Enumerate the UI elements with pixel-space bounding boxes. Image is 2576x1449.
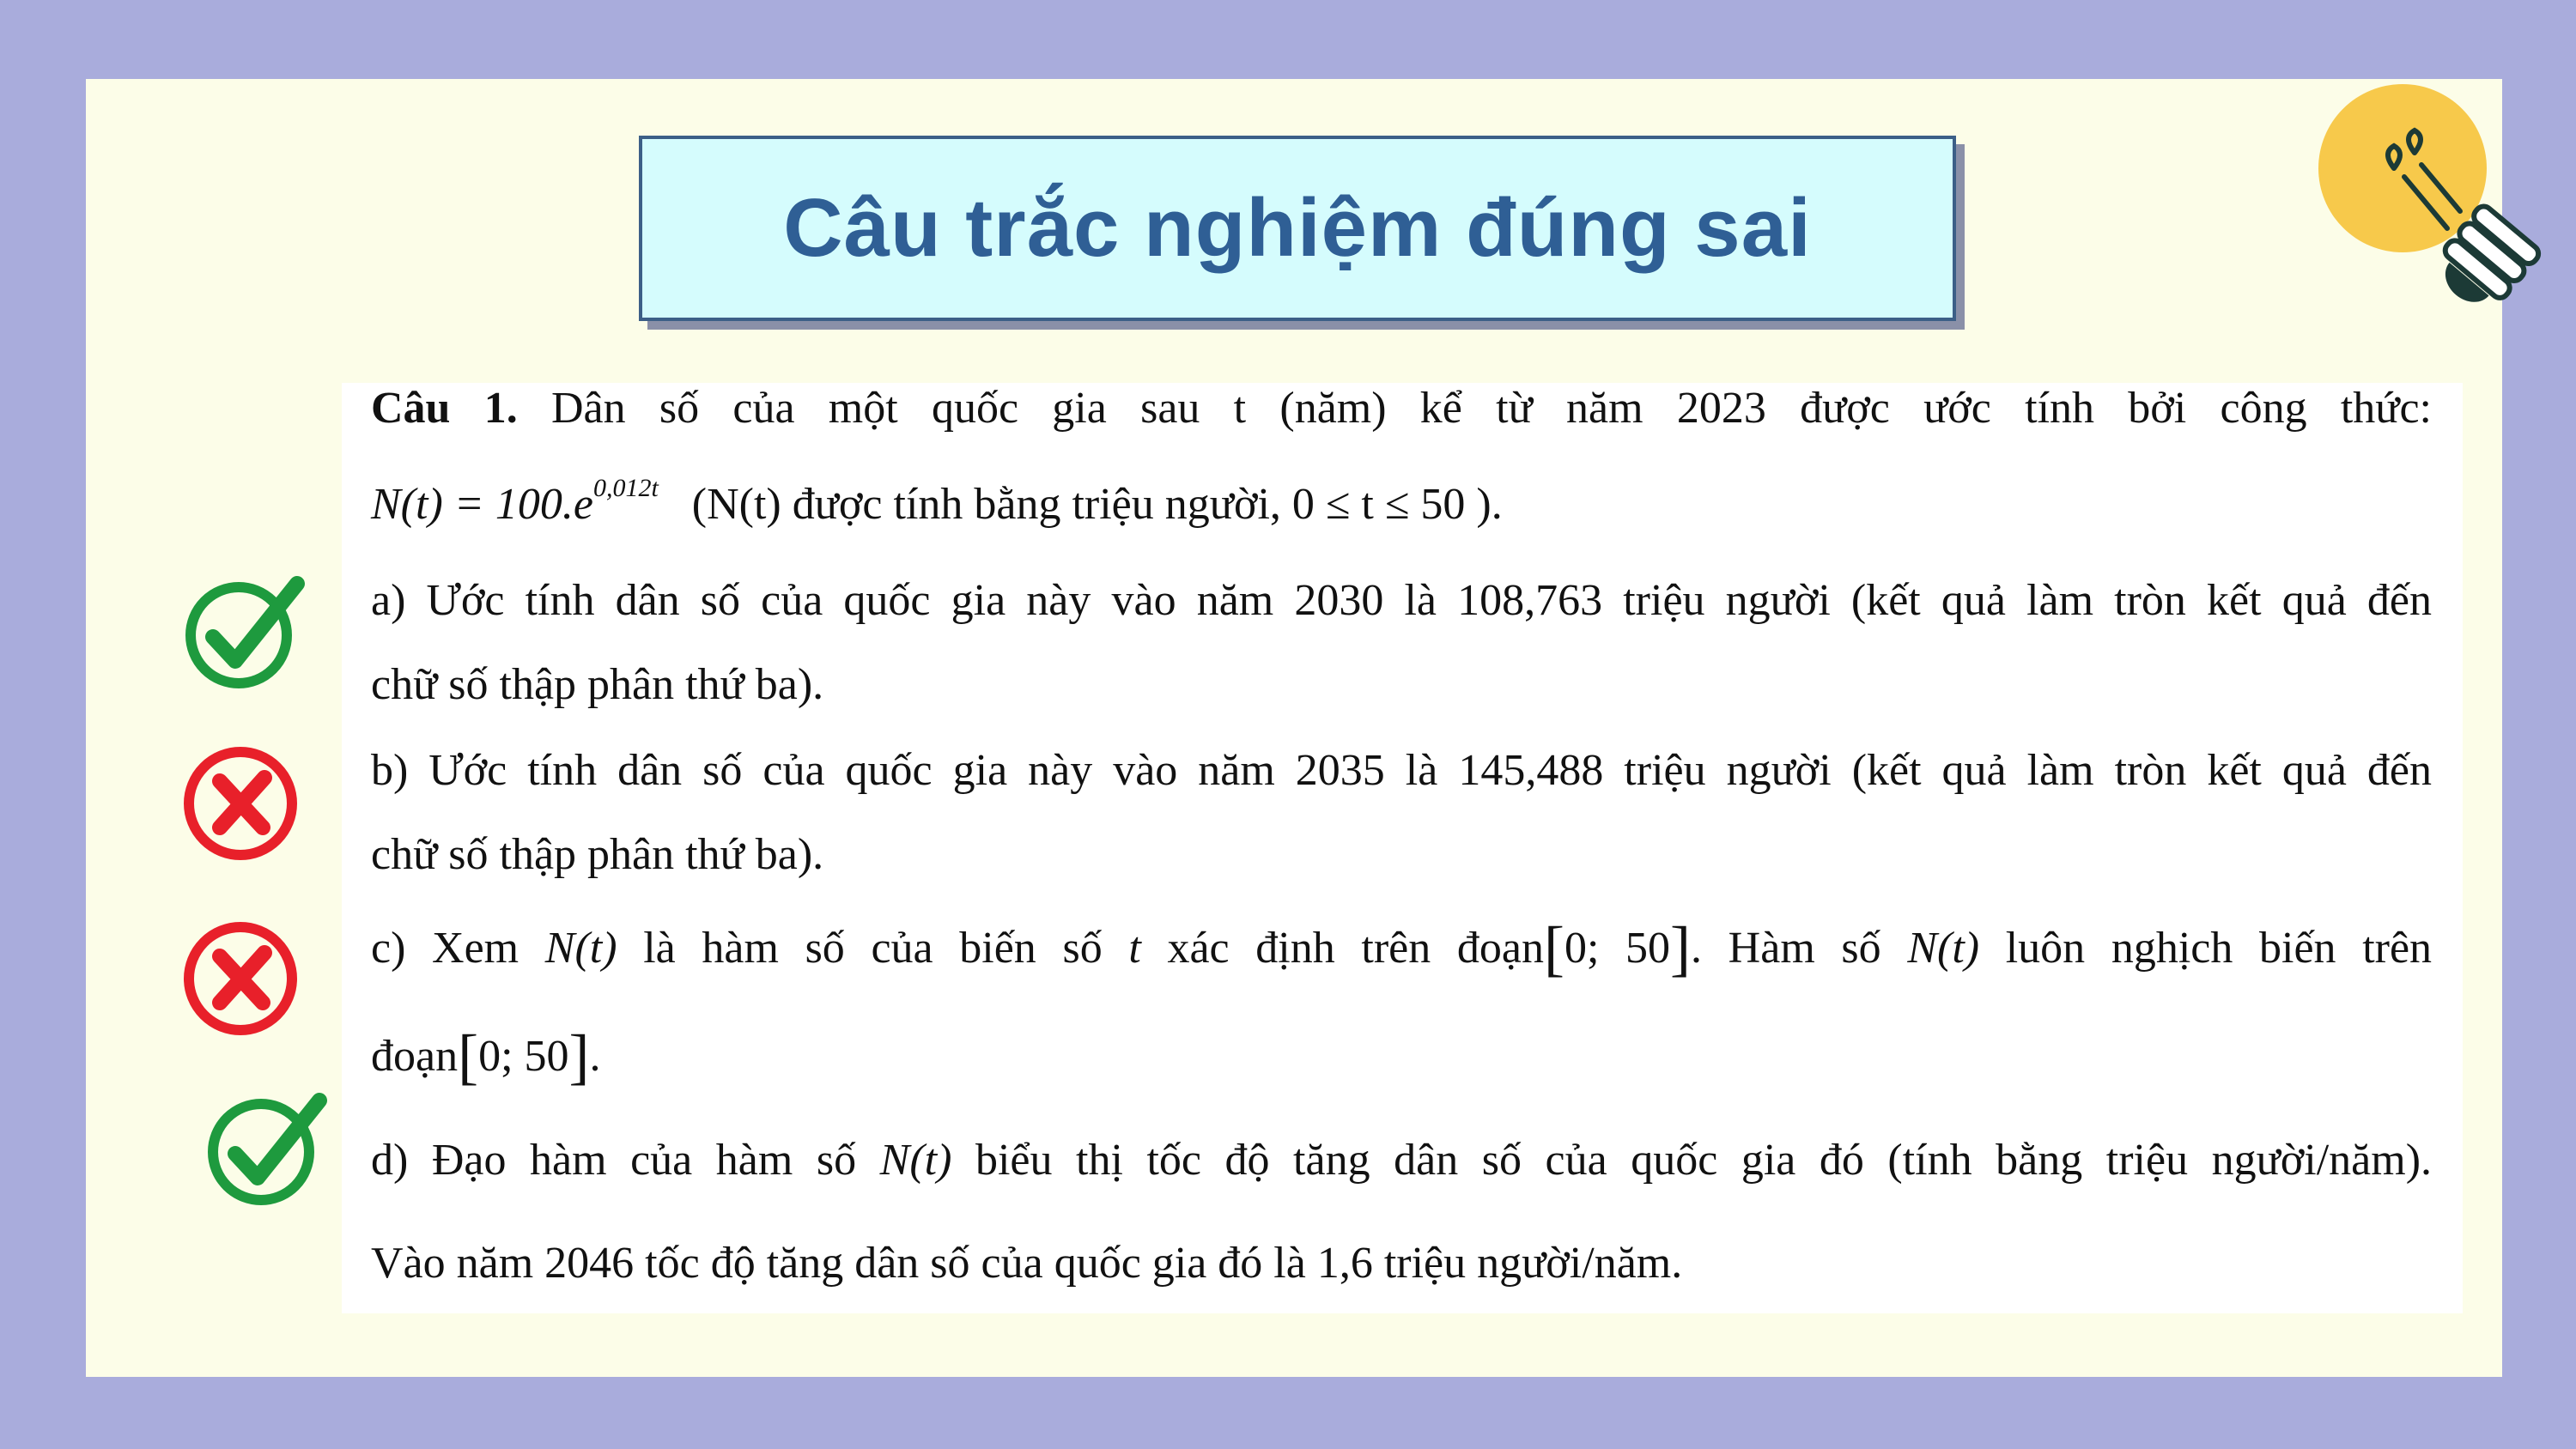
option-d-text-2: biểu thị tốc độ tăng dân số của quốc gia đó (tính bằng triệu người/năm). <box>975 1136 2433 1185</box>
cross-icon <box>179 913 307 1042</box>
option-c-text-4: . Hàm số <box>1691 924 1881 973</box>
option-a-line1: a) Ước tính dân số của quốc gia này vào năm 2030 là 108,763 triệu người (kết quả làm tròn kết quả đến <box>371 576 2432 625</box>
option-c-text-2: là hàm số của biến số <box>643 924 1103 973</box>
option-c-line1: c) Xem N(t) là hàm số của biến số t xác định trên đoạn[0; 50]. Hàm số N(t) luôn nghịch biến trên <box>371 914 2433 983</box>
question-intro <box>371 383 2432 433</box>
formula-exponent: 0,012t <box>592 474 659 502</box>
formula-lhs: N(t) = 100.e <box>371 480 593 529</box>
option-b-line2: chữ số thập phân thứ ba). <box>371 830 824 879</box>
option-c-text-6: đoạn <box>371 1032 459 1081</box>
option-c-text-5: luôn nghịch biến trên <box>2005 924 2433 973</box>
question-formula <box>371 474 2432 530</box>
check-icon <box>201 1083 330 1212</box>
option-d-func: N(t) <box>879 1136 952 1185</box>
option-c-text-3: xác định trên đoạn <box>1167 924 1544 973</box>
option-c-func: N(t) <box>544 924 617 973</box>
option-d-line2: Vào năm 2046 tốc độ tăng dân số của quốc gia đó là 1,6 triệu người/năm. <box>371 1239 1683 1288</box>
option-c-end: . <box>589 1032 601 1081</box>
title-box <box>639 136 1956 321</box>
formula-note: (N(t) được tính bằng triệu người, 0 ≤ t ≤ 50 ). <box>691 480 1503 529</box>
question-label: Câu 1. <box>371 384 518 433</box>
option-c-interval-2: 0; 50 <box>478 1032 569 1081</box>
option-c-text-1: c) Xem <box>371 924 519 973</box>
option-c-var: t <box>1128 924 1141 973</box>
option-c-interval: 0; 50 <box>1564 924 1671 973</box>
option-d-text-1: d) Đạo hàm của hàm số <box>371 1136 857 1185</box>
page-title: Câu trắc nghiệm đúng sai <box>783 182 1812 274</box>
cross-icon <box>179 738 307 867</box>
check-icon <box>179 567 307 695</box>
option-c-func-2: N(t) <box>1907 924 1980 973</box>
lightbulb-icon <box>2310 82 2550 314</box>
option-d-line1 <box>371 1135 2432 1185</box>
option-c-line2: đoạn[0; 50]. <box>371 1022 601 1091</box>
option-a-line2: chữ số thập phân thứ ba). <box>371 660 824 709</box>
question-document <box>342 383 2463 1313</box>
question-text: Dân số của một quốc gia sau t (năm) kể từ năm 2023 được ước tính bởi công thức: <box>551 384 2432 433</box>
option-b-line1: b) Ước tính dân số của quốc gia này vào năm 2035 là 145,488 triệu người (kết quả làm tròn kết quả đến <box>371 746 2432 795</box>
